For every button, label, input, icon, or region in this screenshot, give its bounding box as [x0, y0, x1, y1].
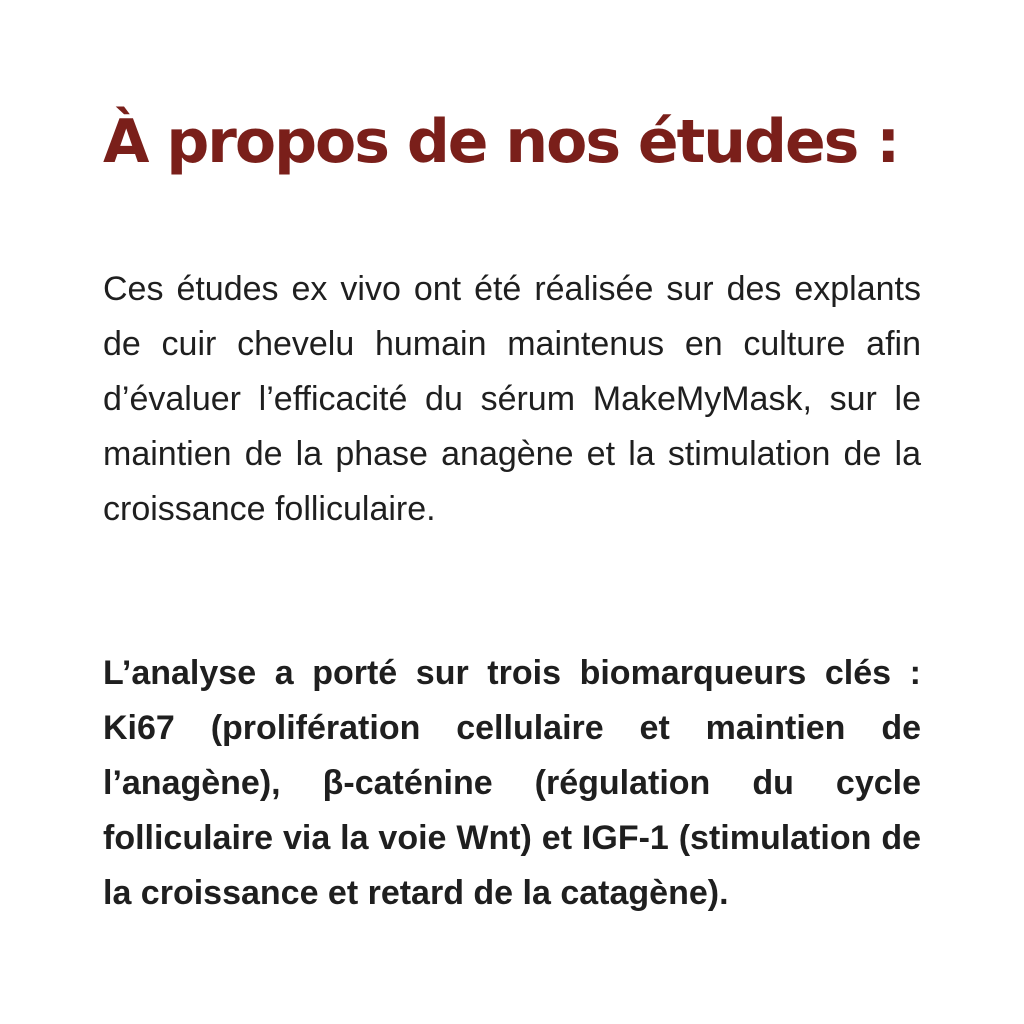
page-title: À propos de nos études : [103, 107, 899, 177]
document-page [103, 0, 921, 1024]
analysis-paragraph: L’analyse a porté sur trois biomarqueurs clés : Ki67 (prolifération cellulaire et maintien de l’anagène), β-caténine (régulation du cycle folliculaire via la voie Wnt) et IGF-1 (stimulation de la croissance et retard de la catagène). [103, 654, 921, 912]
intro-paragraph: Ces études ex vivo ont été réalisée sur des explants de cuir chevelu humain maintenus en culture afin d’évaluer l’efficacité du sérum MakeMyMask, sur le maintien de la phase anagène et la stimulation de la croissance folliculaire. [103, 270, 921, 528]
